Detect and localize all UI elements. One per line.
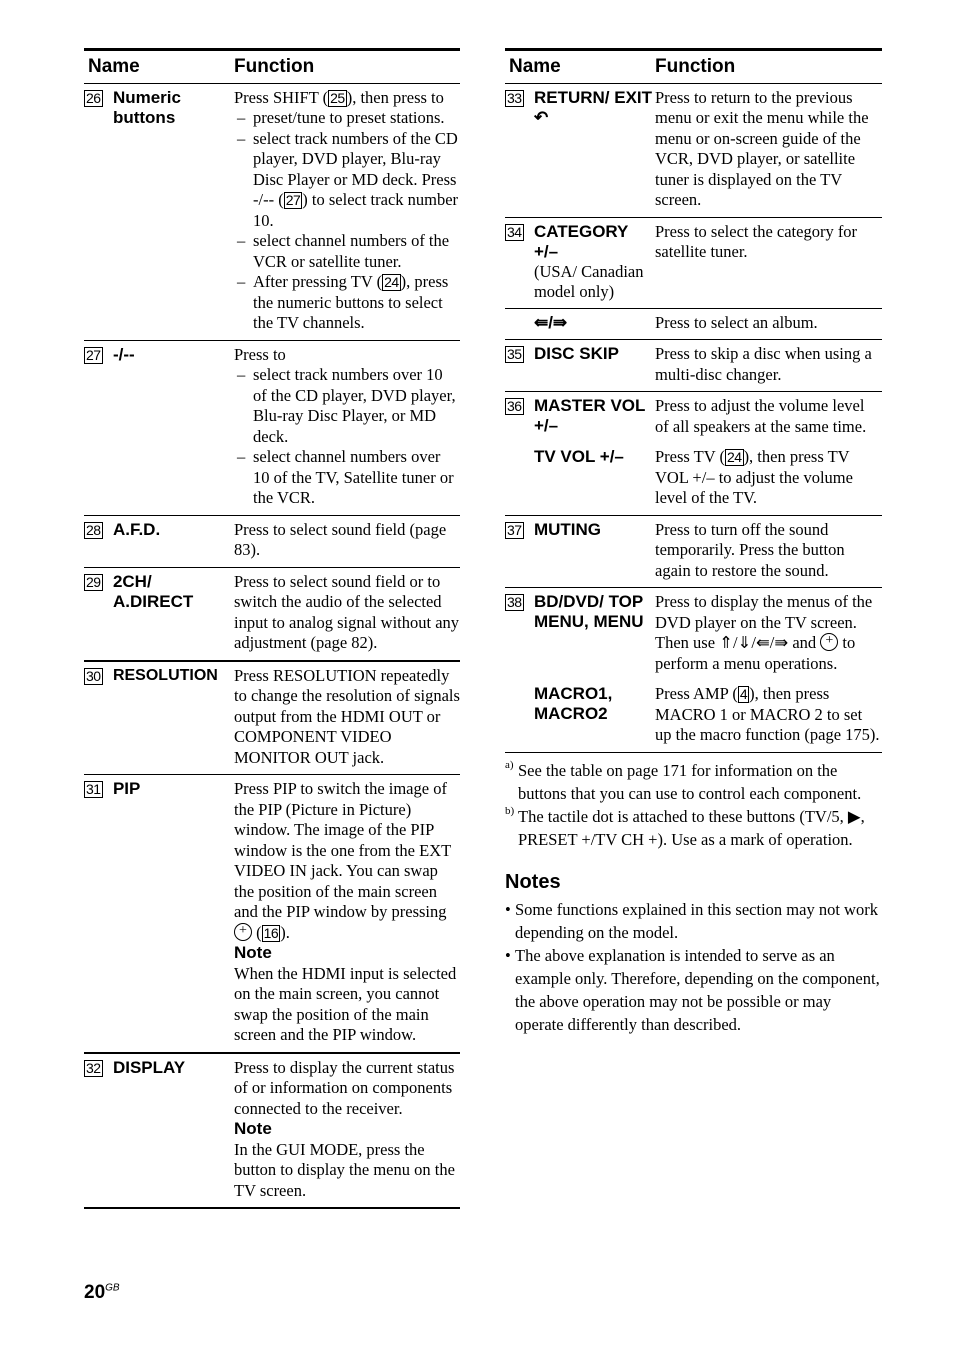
item-function: Press to select sound field (page 83). bbox=[234, 519, 447, 559]
table-row bbox=[84, 775, 460, 1053]
album-arrows-icon: ⇚/⇛ bbox=[533, 312, 568, 332]
list-item: – select track numbers of the CD player, DVD player, Blu-ray Disc Player or MD deck. Press -/-- ( 27 ) to select track number 10. bbox=[234, 129, 460, 232]
list-item: – After pressing TV ( 24 ), press the numeric buttons to select the TV channels. bbox=[234, 272, 460, 334]
item-function: Press SHIFT ( 25 ), then press to – preset/tune to preset stations. – select track numbers of the CD player, DVD player, Blu-ray Disc Player or MD deck. Press -/-- ( 27 ) to select track number 10. – select channel numbers of the VCR or satellite tuner. – After pressing TV ( 24 ), press the numeric buttons to select the TV channels. bbox=[234, 83, 460, 340]
table-row bbox=[84, 83, 460, 340]
table-row bbox=[84, 567, 460, 661]
item-number: 26 bbox=[86, 89, 101, 106]
enter-button-icon bbox=[820, 633, 838, 651]
note-text: When the HDMI input is selected on the main screen, you cannot swap the position of the main screen and the PIP window. bbox=[234, 963, 457, 1044]
note-text: In the GUI MODE, press the button to display the menu on the TV screen. bbox=[234, 1139, 455, 1200]
item-name: MASTER VOL +/– bbox=[533, 396, 646, 435]
item-function: Press RESOLUTION repeatedly to change the resolution of signals output from the HDMI OUT or COMPONENT VIDEO MONITOR OUT jack. bbox=[234, 665, 460, 767]
item-number: 31 bbox=[86, 781, 101, 797]
item-function: Press to return to the previous menu or exit the menu while the menu or on-screen guide of the VCR, DVD player, or satellite tuner is displayed on the TV screen. bbox=[655, 87, 869, 209]
function-table-left bbox=[84, 48, 460, 1209]
item-number: 30 bbox=[86, 667, 101, 684]
item-name: DISC SKIP bbox=[533, 344, 619, 363]
return-arrow-icon: ↶ bbox=[533, 107, 549, 127]
item-number: 29 bbox=[86, 573, 101, 590]
table-header bbox=[505, 50, 882, 84]
table-row bbox=[84, 340, 460, 515]
list-item: • The above explanation is intended to serve as an example only. Therefore, depending on the component, the above operation may not be possible or may operate differently than described. bbox=[505, 944, 882, 1036]
list-item: – select track numbers over 10 of the CD player, DVD player, Blu-ray Disc Player, or MD deck. bbox=[234, 365, 460, 447]
table-row bbox=[505, 680, 882, 752]
table-row bbox=[505, 217, 882, 308]
footnote: a) See the table on page 171 for information on the buttons that you can use to control each component. bbox=[505, 758, 862, 803]
item-function: Press to select sound field or to switch the audio of the selected input to analog signal without any adjustment (page 82). bbox=[234, 571, 460, 652]
item-function: Press to display the current status of or information on components connected to the receiver. Note In the GUI MODE, press the button to display the menu on the TV screen. bbox=[234, 1053, 460, 1209]
item-function: Press to adjust the volume level of all speakers at the same time. bbox=[655, 396, 867, 436]
item-name: CATEGORY +/– (USA/ Canadian model only) bbox=[533, 221, 644, 301]
table-row bbox=[505, 83, 882, 217]
notes-list bbox=[505, 898, 882, 1036]
table-row bbox=[505, 308, 882, 340]
notes-heading: Notes bbox=[505, 870, 561, 893]
item-number: 33 bbox=[507, 89, 522, 106]
function-header: Function bbox=[234, 50, 460, 84]
list-item: • Some functions explained in this section may not work depending on the model. bbox=[505, 898, 882, 944]
list-item: – select channel numbers over 10 of the TV, Satellite tuner or the VCR. bbox=[234, 447, 460, 509]
left-column bbox=[84, 48, 460, 1209]
item-number: 34 bbox=[507, 223, 522, 240]
item-number: 32 bbox=[86, 1059, 101, 1076]
item-function: Press AMP ( 4 ), then press MACRO 1 or MACRO 2 to set up the macro function (page 175). bbox=[655, 684, 880, 744]
item-name: TV VOL +/– bbox=[533, 447, 624, 466]
item-number: 27 bbox=[86, 346, 101, 363]
table-row bbox=[84, 661, 460, 775]
item-function: Press TV ( 24 ), then press TV VOL +/– to adjust the volume level of the TV. bbox=[655, 447, 853, 507]
item-name: A.F.D. bbox=[112, 519, 161, 539]
item-function: Press to – select track numbers over 10 of the CD player, DVD player, Blu-ray Disc Player, or MD deck. – select channel numbers over 10 of the TV, Satellite tuner or the VCR. bbox=[234, 340, 460, 515]
item-name: RESOLUTION bbox=[112, 666, 218, 684]
item-number: 36 bbox=[507, 398, 522, 414]
item-function: Press to display the menus of the DVD player on the TV screen. Then use ⇑/⇓/⇚/⇛ and + to perform a menu operations. bbox=[655, 588, 882, 681]
item-name: 2CH/ A.DIRECT bbox=[112, 571, 194, 611]
table-row bbox=[505, 515, 882, 588]
item-name: MUTING bbox=[533, 519, 601, 539]
item-number: 38 bbox=[507, 594, 522, 610]
item-name: PIP bbox=[112, 779, 141, 798]
item-name: RETURN/ EXIT ↶ bbox=[533, 87, 653, 127]
note-heading: Note bbox=[234, 1119, 272, 1138]
item-function: Press PIP to switch the image of the PIP (Picture in Picture) window. The image of the PIP window is the one from the EXT VIDEO IN jack. You can swap the position of the main screen and the PIP window by pressing + ( 16 ). Note When the HDMI input is selected on the main screen, you cannot swap the position of the main screen and the PIP window. bbox=[234, 775, 460, 1053]
item-function: Press to skip a disc when using a multi-disc changer. bbox=[655, 344, 872, 384]
item-name: DISPLAY bbox=[112, 1057, 186, 1077]
enter-button-icon bbox=[234, 923, 252, 941]
item-name: MACRO1, MACRO2 bbox=[533, 684, 613, 723]
table-row bbox=[505, 588, 882, 681]
table-header bbox=[84, 50, 460, 84]
name-header: Name bbox=[84, 50, 234, 84]
item-function: Press to turn off the sound temporarily. Press the button again to restore the sound. bbox=[655, 519, 845, 580]
item-name: -/-- bbox=[112, 344, 135, 364]
list-item: – preset/tune to preset stations. bbox=[234, 108, 460, 129]
item-function: Press to select the category for satellite tuner. bbox=[655, 221, 858, 261]
function-header: Function bbox=[655, 50, 882, 84]
item-number: 28 bbox=[86, 521, 101, 538]
table-row bbox=[505, 443, 882, 515]
table-row bbox=[505, 340, 882, 392]
right-column bbox=[505, 48, 882, 1036]
function-table-right bbox=[505, 48, 882, 753]
footnote: b) The tactile dot is attached to these buttons (TV/5, ▶, PRESET +/TV CH +). Use as a mark of operation. bbox=[505, 804, 865, 849]
item-name: Numeric buttons bbox=[112, 87, 181, 127]
table-row bbox=[505, 392, 882, 444]
name-header: Name bbox=[505, 50, 655, 84]
table-row bbox=[84, 515, 460, 567]
item-function: Press to select an album. bbox=[655, 312, 818, 332]
table-row bbox=[84, 1053, 460, 1209]
item-number: 35 bbox=[507, 346, 522, 362]
note-heading: Note bbox=[234, 943, 272, 962]
item-name: BD/DVD/ TOP MENU, MENU bbox=[533, 592, 644, 631]
list-item: – select channel numbers of the VCR or satellite tuner. bbox=[234, 231, 460, 272]
page-number: $20^{GB}$ bbox=[84, 1282, 120, 1303]
item-number: 37 bbox=[507, 521, 522, 538]
